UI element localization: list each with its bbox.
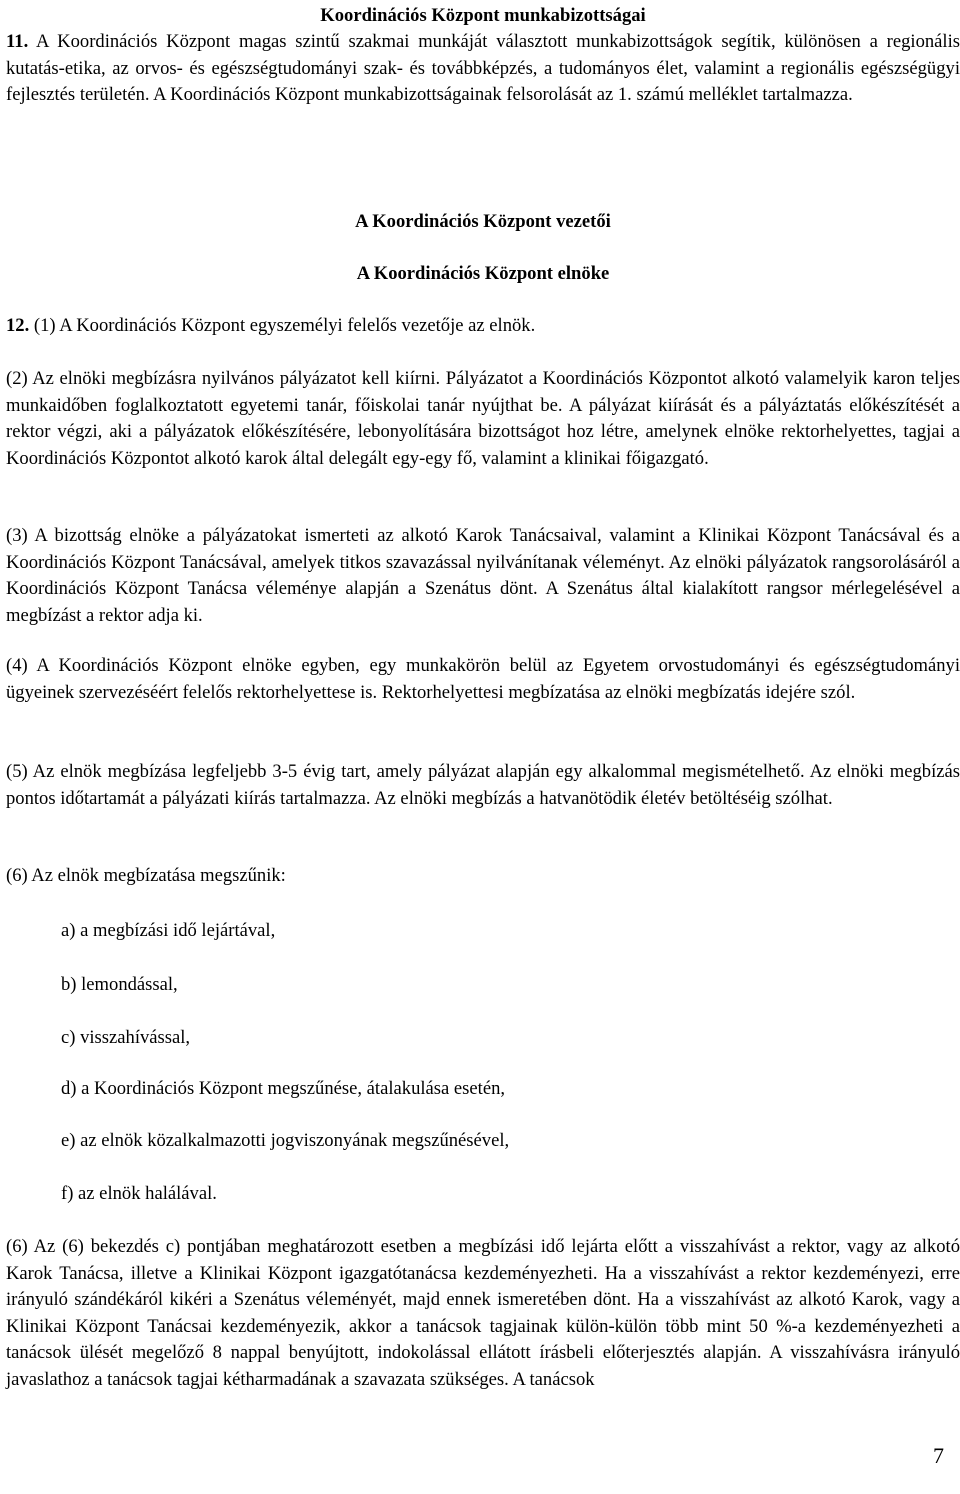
paragraph-12-1 bbox=[6, 313, 960, 340]
page-number: 7 bbox=[933, 1443, 944, 1468]
paragraph-12-6b: (6) Az (6) bekezdés c) pontjában meghatározott esetben a megbízási idő lejárta előtt a visszahívást a rektor, vagy az alkotó Karok Tanácsa, illetve a Klinikai Központ igazgatótanácsa kezdeményezheti. Ha a visszahívást a rektor kezdeményezi, erre irányuló szándékáról kikéri a Szenátus véleményét, majd ennek ismeretében dönt. Ha a visszahívást az alkotó Karok, vagy a Klinikai Központ Tanácsai kezdeményezik, akkor a tanácsok tagjainak külön-külön több mint 50 %-a kezdeményezheti a tanácsok ülését megelőző 8 nappal benyújtott, indokolással ellátott írásbeli előterjesztés alapján. A visszahívásra irányuló javaslathoz a tanácsok tagjai kétharmadának a szavazata szükséges. A tanácsok bbox=[6, 1236, 960, 1390]
list-item: d) a Koordinációs Központ megszűnése, átalakulása esetén, bbox=[61, 1078, 506, 1099]
section-title: A Koordinációs Központ vezetői bbox=[355, 211, 611, 232]
paragraph-text: A Koordinációs Központ magas szintű szakmai munkáját választott munkabizottságok segítik, különösen a regionális kutatás-etika, az orvos- és egészségtudományi szak- és továbbképzés, a tudományos élet, valamint a regionális egészségügyi fejlesztés területén. A Koordinációs Központ munkabizottságainak felsorolását az 1. számú melléklet tartalmazza. bbox=[6, 31, 960, 105]
paragraph-text: (1) A Koordinációs Központ egyszemélyi felelős vezetője az elnök. bbox=[29, 315, 536, 336]
paragraph-12-4: (4) A Koordinációs Központ elnöke egyben, egy munkakörön belül az Egyetem orvostudományi és egészségtudományi ügyeinek szervezéséért felelős rektorhelyettese is. Rektorhelyettesi megbízatása az elnöki megbízatás idejére szól. bbox=[6, 655, 960, 703]
paragraph-number: 12. bbox=[6, 315, 30, 336]
paragraph-12-3: (3) A bizottság elnöke a pályázatokat ismerteti az alkotó Karok Tanácsaival, valamint a Klinikai Központ Tanácsával és a Koordinációs Központ Tanácsával, amelyek titkos szavazással nyilvánítanak véleményt. Az elnöki pályázatok rangsorolásáról a Koordinációs Központ Tanácsa véleménye alapján a Szenátus dönt. A Szenátus által kialakított rangsor mérlegelésével a megbízást a rektor adja ki. bbox=[6, 525, 960, 626]
list-item: c) visszahívással, bbox=[61, 1027, 191, 1048]
paragraph-12-2: (2) Az elnöki megbízásra nyilvános pályázatot kell kiírni. Pályázatot a Koordinációs Központot alkotó valamelyik karon teljes munkaidőben foglalkoztatott egyetemi tanár, főiskolai tanár nyújthat be. A pályázat kiírását és a pályáztatás előkészítését a rektor végzi, aki a pályázatok előkészítésére, lebonyolítására bizottságot hoz létre, amelynek elnöke rektorhelyettes, tagjai a Koordinációs Központot alkotó karok által delegált egy-egy fő, valamint a klinikai főigazgató. bbox=[6, 368, 960, 469]
paragraph-12-5: (5) Az elnök megbízása legfeljebb 3-5 évig tart, amely pályázat alapján egy alkalommal megismételhető. Az elnöki megbízás pontos időtartamát a pályázati kiírás tartalmazza. Az elnöki megbízás a hatvanötödik életév betöltéséig szólhat. bbox=[6, 761, 960, 809]
paragraph-12-6-intro: (6) Az elnök megbízatása megszűnik: bbox=[6, 865, 286, 886]
paragraph-number: 11. bbox=[6, 31, 29, 52]
page-title: Koordinációs Központ munkabizottságai bbox=[320, 5, 646, 26]
list-item: b) lemondással, bbox=[61, 974, 178, 995]
subsection-title: A Koordinációs Központ elnöke bbox=[356, 263, 610, 284]
list-item: e) az elnök közalkalmazotti jogviszonyának megszűnésével, bbox=[61, 1130, 510, 1151]
list-item: a) a megbízási idő lejártával, bbox=[61, 920, 276, 941]
list-item: f) az elnök halálával. bbox=[61, 1183, 217, 1204]
paragraph-11 bbox=[6, 29, 960, 109]
